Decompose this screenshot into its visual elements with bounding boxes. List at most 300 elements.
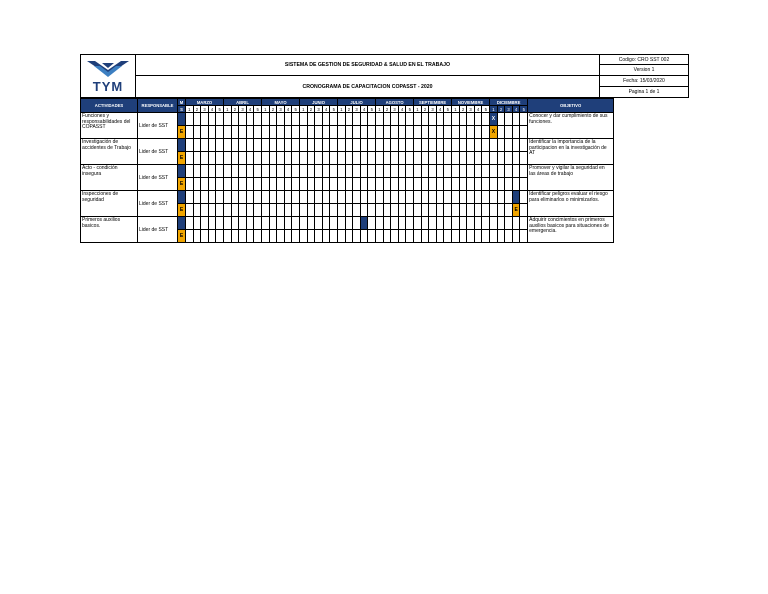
grid-cell [269,217,277,230]
grid-cell [231,165,239,178]
grid-cell [186,217,194,230]
week-number: 1 [300,106,308,113]
grid-cell [345,113,353,126]
week-number: 1 [490,106,498,113]
grid-cell [307,204,315,217]
grid-cell [467,230,475,243]
grid-cell [406,217,414,230]
grid-cell [315,204,323,217]
grid-cell [429,217,437,230]
grid-cell [201,191,209,204]
grid-cell [330,204,338,217]
grid-cell [490,191,498,204]
grid-cell [482,230,490,243]
grid-cell [360,113,368,126]
grid-cell [429,165,437,178]
grid-cell [421,230,429,243]
grid-cell [520,217,528,230]
grid-cell [345,191,353,204]
grid-cell [246,178,254,191]
grid-cell [345,204,353,217]
grid-cell [520,113,528,126]
grid-cell [452,113,460,126]
grid-cell [201,230,209,243]
grid-cell [193,126,201,139]
grid-cell [201,178,209,191]
grid-cell [239,191,247,204]
grid-cell [444,178,452,191]
grid-cell [376,139,384,152]
grid-cell [284,126,292,139]
grid-cell [292,230,300,243]
grid-cell [239,230,247,243]
grid-cell [315,178,323,191]
grid-cell [216,204,224,217]
grid-cell [474,217,482,230]
week-number: 3 [505,106,513,113]
grid-cell [376,204,384,217]
grid-cell [277,126,285,139]
grid-cell [490,178,498,191]
grid-cell [246,152,254,165]
header-month: AGOSTO [376,99,414,106]
grid-cell [330,230,338,243]
grid-cell [246,139,254,152]
grid-cell [277,152,285,165]
grid-cell [239,204,247,217]
grid-cell [398,152,406,165]
grid-cell [216,126,224,139]
grid-cell [467,217,475,230]
grid-cell [398,126,406,139]
grid-cell [398,191,406,204]
week-number: 3 [467,106,475,113]
week-number: 2 [345,106,353,113]
row-type-p [178,165,186,178]
grid-cell [353,191,361,204]
grid-cell [224,152,232,165]
grid-cell [497,152,505,165]
grid-cell [284,217,292,230]
grid-cell [429,178,437,191]
grid-cell [353,230,361,243]
grid-cell [269,204,277,217]
grid-cell [246,165,254,178]
grid-cell [512,113,520,126]
grid-cell [436,152,444,165]
grid-cell [262,165,270,178]
grid-cell [201,139,209,152]
grid-cell [277,204,285,217]
grid-cell [239,178,247,191]
grid-cell [444,204,452,217]
grid-cell [284,113,292,126]
grid-cell [512,126,520,139]
document-code: Codigo: CRO SST 002 [599,54,689,65]
grid-cell [246,113,254,126]
grid-cell [186,126,194,139]
grid-cell [338,217,346,230]
grid-cell [368,139,376,152]
grid-cell [193,165,201,178]
grid-cell [360,139,368,152]
grid-cell [300,204,308,217]
grid-cell [391,126,399,139]
grid-cell [376,230,384,243]
header-month: JULIO [338,99,376,106]
grid-cell [269,191,277,204]
grid-cell [383,204,391,217]
grid-cell [353,139,361,152]
row-type-p [178,113,186,126]
activity-name: Inspecciones de seguridad [81,191,138,217]
grid-cell [452,178,460,191]
grid-cell [391,178,399,191]
grid-cell [490,217,498,230]
grid-cell [208,217,216,230]
header-month: DICIEMBRE [490,99,528,106]
week-number: 4 [208,106,216,113]
grid-cell [284,230,292,243]
logo-text: TYM [92,79,124,94]
grid-cell [452,191,460,204]
grid-cell [216,139,224,152]
grid-cell [208,113,216,126]
grid-cell [459,126,467,139]
company-logo [80,54,136,98]
grid-cell [436,178,444,191]
week-number: 2 [459,106,467,113]
grid-cell [186,113,194,126]
grid-cell [467,165,475,178]
header-month: SEPTIEMBRE [414,99,452,106]
grid-cell [414,178,422,191]
grid-cell [216,178,224,191]
grid-cell [368,165,376,178]
grid-cell [254,178,262,191]
grid-cell [262,191,270,204]
grid-cell [292,191,300,204]
grid-cell [322,165,330,178]
grid-cell [497,191,505,204]
grid-cell [186,139,194,152]
grid-cell [330,165,338,178]
grid-cell [239,126,247,139]
activity-objective: Identificar la importancia de la participacion en la investigación de AT [528,139,614,165]
grid-cell [436,126,444,139]
grid-cell [391,230,399,243]
grid-cell [383,217,391,230]
grid-cell [330,113,338,126]
grid-cell [429,126,437,139]
document-version: Version 1 [599,64,689,76]
grid-cell [208,178,216,191]
grid-cell [376,113,384,126]
grid-cell [353,165,361,178]
grid-cell [436,139,444,152]
grid-cell [353,178,361,191]
week-number: 2 [307,106,315,113]
grid-cell [246,191,254,204]
grid-cell [262,139,270,152]
grid-cell [459,113,467,126]
grid-cell [497,165,505,178]
grid-cell [414,191,422,204]
grid-cell [353,217,361,230]
grid-cell [383,178,391,191]
grid-cell [224,204,232,217]
week-number: 5 [254,106,262,113]
grid-cell [330,178,338,191]
grid-cell [201,126,209,139]
week-number: 1 [338,106,346,113]
grid-cell [414,230,422,243]
week-number: 4 [398,106,406,113]
activity-responsible: Lider de SST [138,165,178,191]
grid-cell [459,191,467,204]
row-type-p [178,139,186,152]
grid-cell [376,165,384,178]
grid-cell [322,113,330,126]
grid-cell [254,113,262,126]
grid-cell [391,113,399,126]
grid-cell [391,165,399,178]
grid-cell [292,126,300,139]
activity-responsible: Lider de SST [138,217,178,243]
grid-cell [315,126,323,139]
grid-cell [246,230,254,243]
grid-cell [429,139,437,152]
grid-cell [459,152,467,165]
grid-cell [444,113,452,126]
scheduled-cell [360,217,368,230]
grid-cell [322,230,330,243]
grid-cell [345,152,353,165]
grid-cell [429,113,437,126]
grid-cell [459,230,467,243]
row-type-e: E [178,204,186,217]
grid-cell [505,113,513,126]
week-number: 5 [520,106,528,113]
grid-cell [208,230,216,243]
grid-cell [452,217,460,230]
grid-cell [254,191,262,204]
grid-cell [520,165,528,178]
grid-cell [421,191,429,204]
grid-cell [376,178,384,191]
grid-cell [353,152,361,165]
grid-cell [398,178,406,191]
executed-cell: X [490,126,498,139]
grid-cell [284,178,292,191]
grid-cell [300,165,308,178]
grid-cell [383,152,391,165]
header-objetivo: OBJETIVO [528,99,614,113]
grid-cell [193,191,201,204]
grid-cell [330,152,338,165]
grid-cell [406,126,414,139]
grid-cell [406,204,414,217]
grid-cell [444,191,452,204]
grid-cell [277,217,285,230]
document-subtitle: CRONOGRAMA DE CAPACITACION COPASST - 2020 [135,75,600,98]
grid-cell [307,178,315,191]
row-type-e: E [178,126,186,139]
week-number: 4 [322,106,330,113]
grid-cell [452,152,460,165]
grid-cell [216,152,224,165]
grid-cell [193,152,201,165]
grid-cell [208,126,216,139]
grid-cell [406,191,414,204]
grid-cell [284,152,292,165]
grid-cell [459,217,467,230]
activity-name: Primeros auxilios basicos. [81,217,138,243]
grid-cell [505,126,513,139]
grid-cell [512,178,520,191]
grid-cell [193,217,201,230]
grid-cell [452,230,460,243]
grid-cell [231,191,239,204]
grid-cell [383,230,391,243]
grid-cell [414,126,422,139]
grid-cell [429,152,437,165]
grid-cell [520,126,528,139]
grid-cell [505,178,513,191]
grid-cell [497,230,505,243]
week-number: 3 [201,106,209,113]
grid-cell [383,165,391,178]
grid-cell [360,178,368,191]
grid-cell [436,191,444,204]
grid-cell [398,217,406,230]
grid-cell [505,230,513,243]
grid-cell [300,113,308,126]
grid-cell [520,152,528,165]
grid-cell [269,113,277,126]
activity-responsible: Lider de SST [138,191,178,217]
grid-cell [474,152,482,165]
document-header [80,54,689,98]
grid-cell [474,113,482,126]
activity-responsible: Lider de SST [138,139,178,165]
grid-cell [186,191,194,204]
grid-cell [186,165,194,178]
grid-cell [269,126,277,139]
grid-cell [224,230,232,243]
grid-cell [497,126,505,139]
week-number: 2 [269,106,277,113]
grid-cell [292,217,300,230]
grid-cell [368,204,376,217]
grid-cell [338,178,346,191]
grid-cell [497,113,505,126]
grid-cell [520,139,528,152]
grid-cell [360,191,368,204]
grid-cell [239,152,247,165]
grid-cell [414,204,422,217]
grid-cell [482,217,490,230]
grid-cell [482,139,490,152]
grid-cell [505,217,513,230]
grid-cell [254,230,262,243]
grid-cell [345,165,353,178]
grid-cell [497,204,505,217]
grid-cell [353,204,361,217]
grid-cell [452,139,460,152]
grid-cell [406,230,414,243]
week-number: 3 [391,106,399,113]
grid-cell [512,165,520,178]
grid-cell [186,204,194,217]
grid-cell [406,165,414,178]
week-number: 3 [315,106,323,113]
grid-cell [482,113,490,126]
grid-cell [474,178,482,191]
grid-cell [398,165,406,178]
grid-cell [360,230,368,243]
grid-cell [482,178,490,191]
grid-cell [322,178,330,191]
week-number: 1 [224,106,232,113]
grid-cell [262,217,270,230]
grid-cell [444,126,452,139]
grid-cell [307,191,315,204]
grid-cell [322,152,330,165]
grid-cell [322,217,330,230]
row-type-e: E [178,230,186,243]
grid-cell [376,191,384,204]
document-title: SISTEMA DE GESTION DE SEGURIDAD & SALUD EN EL TRABAJO [135,54,600,76]
grid-cell [338,191,346,204]
grid-cell [216,217,224,230]
grid-cell [368,126,376,139]
grid-cell [467,204,475,217]
header-actividades: ACTIVIDADES [81,99,138,113]
grid-cell [444,139,452,152]
grid-cell [330,217,338,230]
week-number: 2 [421,106,429,113]
grid-cell [444,217,452,230]
grid-cell [277,165,285,178]
grid-cell [284,139,292,152]
grid-cell [345,139,353,152]
grid-cell [239,217,247,230]
grid-cell [292,139,300,152]
grid-cell [262,113,270,126]
grid-cell [360,126,368,139]
grid-cell [406,152,414,165]
week-number: 5 [330,106,338,113]
header-m: M [178,99,186,106]
activity-name: Investigación de accidentes de Trabajo [81,139,138,165]
week-number: 5 [368,106,376,113]
grid-cell [193,113,201,126]
header-month: MARZO [186,99,224,106]
grid-cell [497,178,505,191]
week-number: 5 [216,106,224,113]
grid-cell [315,230,323,243]
grid-cell [300,191,308,204]
grid-cell [231,204,239,217]
grid-cell [360,152,368,165]
header-s: S [178,106,186,113]
grid-cell [330,139,338,152]
grid-cell [383,191,391,204]
grid-cell [398,204,406,217]
grid-cell [307,217,315,230]
grid-cell [224,126,232,139]
